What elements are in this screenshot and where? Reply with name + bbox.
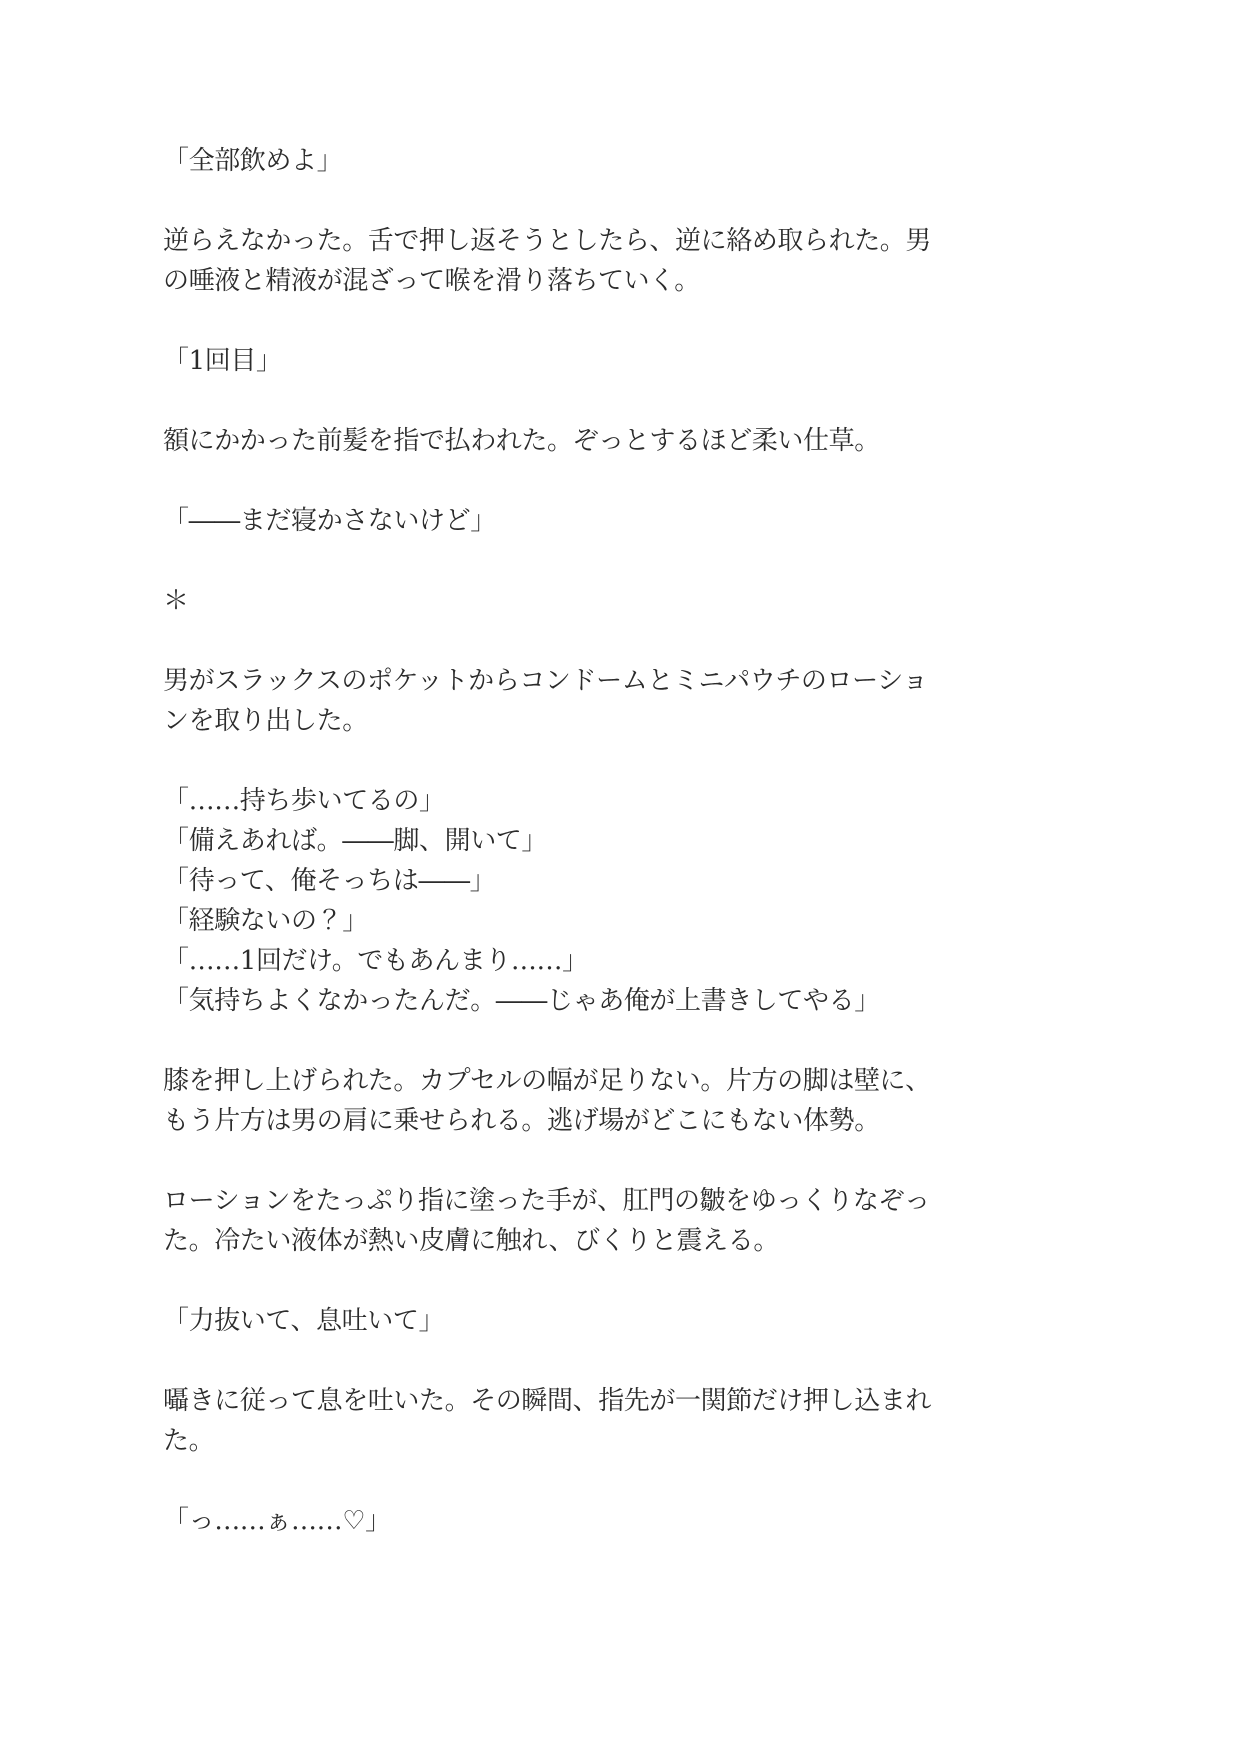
- text-line: ローションをたっぷり指に塗った手が、肛門の皺をゆっくりなぞっ: [163, 1186, 930, 1216]
- text-line: ンを取り出した。: [163, 706, 368, 736]
- paragraph-scene-break: [163, 581, 963, 621]
- text-line: 「備えあれば。――脚、開いて」: [163, 826, 548, 856]
- text-line: 「力抜いて、息吐いて」: [163, 1306, 445, 1336]
- text-line: 膝を押し上げられた。カプセルの幅が足りない。片方の脚は壁に、: [163, 1066, 931, 1096]
- text-line: 「1回目」: [163, 346, 282, 376]
- paragraph-narration: [163, 421, 963, 461]
- text-line: 逆らえなかった。舌で押し返そうとしたら、逆に絡め取られた。男: [163, 226, 932, 256]
- text-line: 囁きに従って息を吐いた。その瞬間、指先が一関節だけ押し込まれ: [163, 1386, 932, 1416]
- text-line: 「経験ないの？」: [163, 906, 368, 936]
- text-line: 「気持ちよくなかったんだ。――じゃあ俺が上書きしてやる」: [163, 986, 880, 1016]
- paragraph-dialogue: [163, 341, 963, 381]
- text-line: た。冷たい液体が熱い皮膚に触れ、びくりと震える。: [163, 1226, 779, 1256]
- text-line: 「全部飲めよ」: [163, 146, 343, 176]
- paragraph-dialogue: [163, 1501, 963, 1541]
- text-line: 「――まだ寝かさないけど」: [163, 506, 496, 536]
- paragraph-dialogue: [163, 141, 963, 181]
- text-line: 「っ……ぁ……♡」: [163, 1506, 391, 1536]
- text-line: もう片方は男の肩に乗せられる。逃げ場がどこにもない体勢。: [163, 1106, 880, 1136]
- paragraph-dialogue: [163, 501, 963, 541]
- text-line: 「……持ち歩いてるの」: [163, 786, 445, 816]
- paragraph-dialogue: [163, 1301, 963, 1341]
- text-line: ＊: [163, 586, 189, 616]
- paragraph-narration: [163, 1181, 963, 1261]
- text-line: 「……1回だけ。でもあんまり……」: [163, 946, 588, 976]
- document-body: [163, 141, 963, 1541]
- paragraph-narration: [163, 661, 963, 741]
- text-line: の唾液と精液が混ざって喉を滑り落ちていく。: [163, 266, 700, 296]
- paragraph-narration: [163, 221, 963, 301]
- text-line: 男がスラックスのポケットからコンドームとミニパウチのローショ: [163, 666, 928, 696]
- paragraph-narration: [163, 1381, 963, 1461]
- paragraph-narration: [163, 1061, 963, 1141]
- paragraph-dialogue: [163, 781, 963, 1021]
- text-line: た。: [163, 1426, 215, 1456]
- text-line: 「待って、俺そっちは――」: [163, 866, 496, 896]
- text-line: 額にかかった前髪を指で払われた。ぞっとするほど柔い仕草。: [163, 426, 880, 456]
